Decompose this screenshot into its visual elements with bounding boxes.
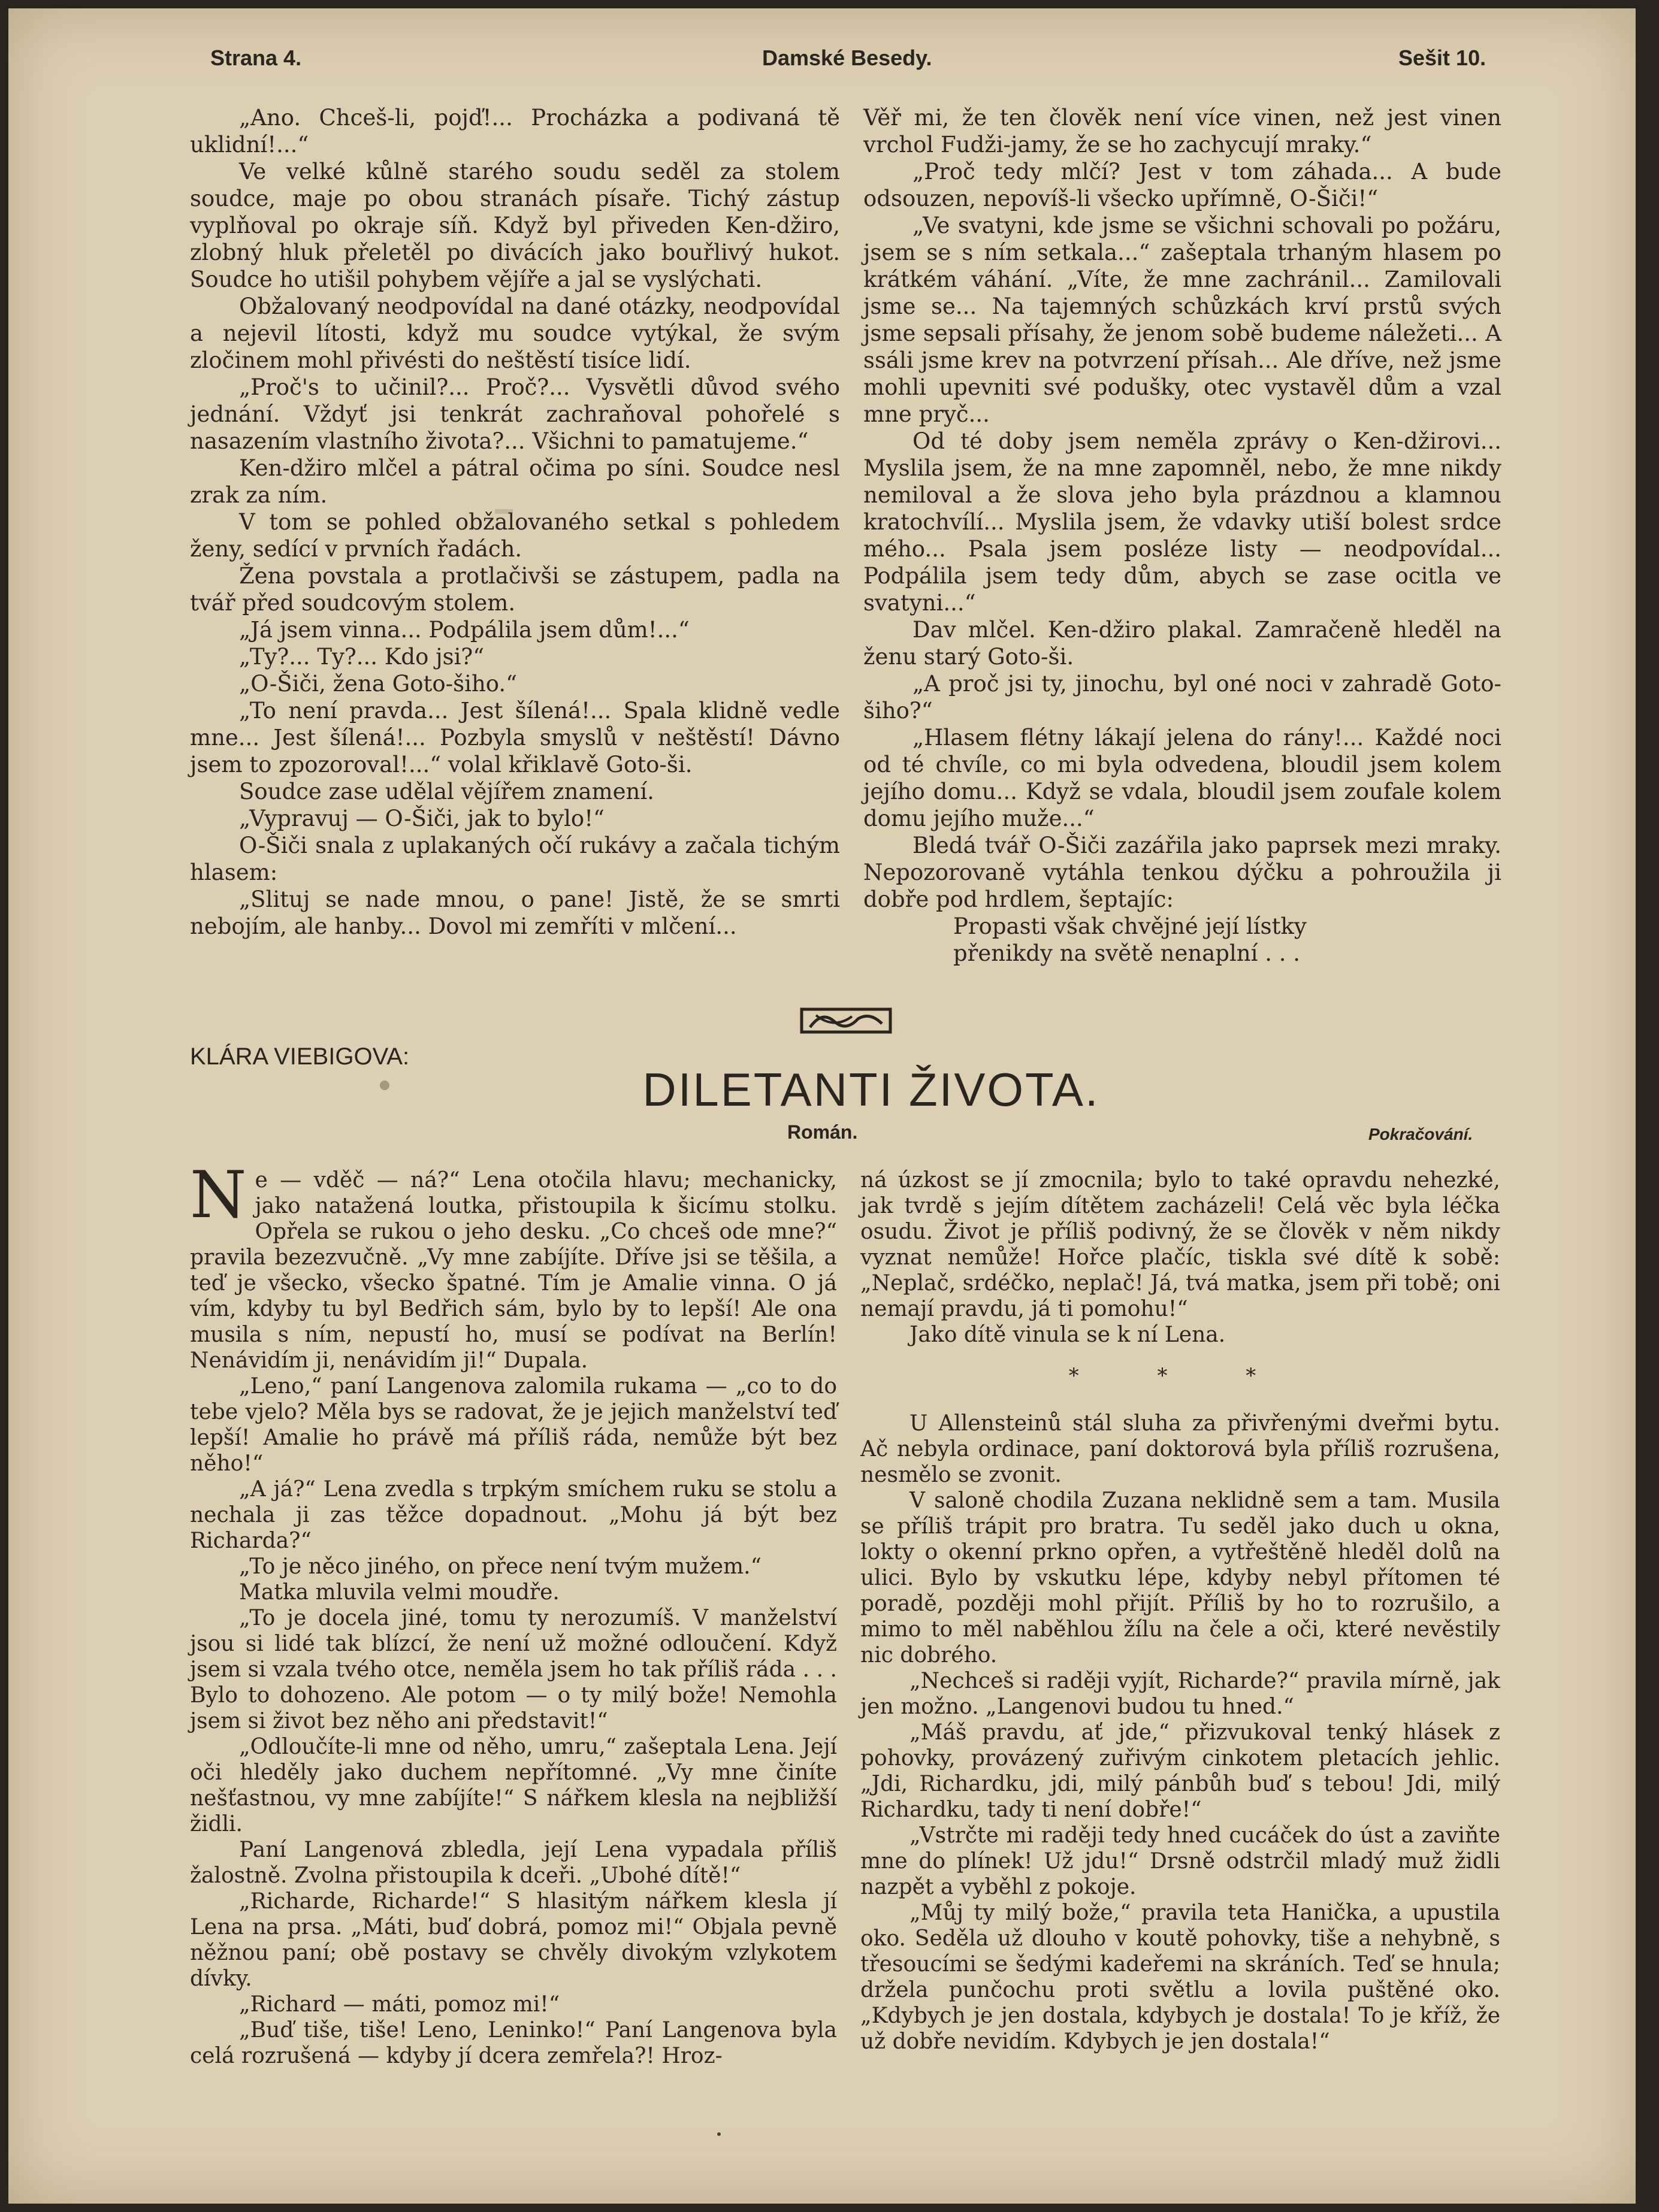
- verse: [953, 913, 1501, 967]
- paragraph: „A já?“ Lena zvedla s trpkým smíchem ruku se stolu a nechala ji zas těžce dopadnout. „Mohu já být bez Richarda?“: [190, 1477, 837, 1553]
- drop-cap: N: [190, 1158, 247, 1233]
- paragraph: Od té doby jsem neměla zprávy o Ken-džirovi... Myslila jsem, že na mne zapomněl, nebo, že mne nikdy nemiloval a že slova jeho byla prázdnou a klamnou kratochvílí... Myslila jsem, že vdavky utiší bolest srdce mého... Psala jsem posléze listy — neodpovídal... Podpálila jsem tedy dům, abych se zase ocitla ve svatyni...“: [863, 428, 1501, 616]
- paragraph: Dav mlčel. Ken-džiro plakal. Zamračeně hleděl na ženu starý Goto-ši.: [863, 617, 1501, 670]
- paragraph: „Richard — máti, pomoz mi!“: [239, 1992, 560, 2017]
- paragraph: Obžalovaný neodpovídal na dané otázky, neodpovídal a nejevil lítosti, když mu soudce vytýkal, že svým zločinem mohl přivésti do neštěstí tisíce lidí.: [190, 293, 840, 373]
- paragraph: Věř mi, že ten člověk není více vinen, než jest vinen vrchol Fudži-jamy, že se ho zachycují mraky.“: [863, 105, 1501, 158]
- paragraph: „Hlasem flétny lákají jelena do rány!... Každé noci od té chvíle, co mi byla odvedena, bloudil jsem kolem jejího domu... Když se vdala, bloudil jsem zoufale kolem domu jejího muže...“: [863, 725, 1501, 831]
- paragraph: „Vypravuj — O-Šiči, jak to bylo!“: [239, 806, 605, 831]
- paragraph: „Proč's to učinil?... Proč?... Vysvětli důvod svého jednání. Vždyť jsi tenkrát zachraňoval pohořelé s nasazením vlastního života?... Všichni to pamatujeme.“: [190, 374, 840, 454]
- paragraph: „Odloučíte-li mne od něho, umru,“ zašeptala Lena. Její oči hleděly jako duchem nepřítomné. „Vy mne činíte nešťastnou, vy mne zabíjíte!“ S nářkem klesla na nejbližší židli.: [190, 1735, 837, 1836]
- paragraph: „Máš pravdu, ať jde,“ přizvukoval tenký hlásek z pohovky, provázený zuřivým cinkotem pletacích jehlic. „Jdi, Richardku, jdi, milý pánbůh buď s tebou! Jdi, milý Richardku, tady ti není dobře!“: [860, 1720, 1500, 1822]
- verse-line: přenikdy na světě nenaplní . . .: [953, 940, 1301, 966]
- magazine-page: [8, 8, 1636, 2204]
- paragraph: „Proč tedy mlčí? Jest v tom záhada... A bude odsouzen, nepovíš-li všecko upřímně, O-Šiči!“: [863, 159, 1501, 211]
- novel-lead-paragraph: ná úzkost se jí zmocnila; bylo to také opravdu nehezké, jak tvrdě s jejím dítětem zacházeli! Celá věc byla léčka osudu. Život je příliš podivný, že se člověk v něm nikdy vyznat nemůže! Hořce plačíc, tiskla své dítě k sobě: „Neplač, srdéčko, neplač! Já, tvá matka, jsem při tobě; oni nemají pravdu, já ti pomohu!“: [860, 1168, 1500, 1321]
- paragraph: „Nechceš si raději vyjít, Richarde?“ pravila mírně, jak jen možno. „Langenovi budou tu hned.“: [860, 1669, 1500, 1719]
- footer-dot: [717, 2132, 721, 2136]
- paragraph: U Allensteinů stál sluha za přivřenými dveřmi bytu. Ač nebyla ordinace, paní doktorová byla příliš rozrušena, nesmělo se zvonit.: [860, 1411, 1500, 1487]
- ornament-icon: [798, 1006, 894, 1036]
- issue-number: Sešit 10.: [1398, 46, 1486, 70]
- paragraph: „Ve svatyni, kde jsme se všichni schovali po požáru, jsem se s ním setkala...“ zašeptala trhaným hlasem po krátkém váhání. „Víte, že mne zachránil... Zamilovali jsme se... Na tajemných schůzkách krví prstů svých jsme sepsali přísahy, že jenom sobě budeme náležeti... A ssáli jsme krev na potvrzení přísah... Ale dříve, než jsme mohli upevniti své podušky, otec vystavěl dům a vzal mne pryč...: [863, 213, 1501, 427]
- paragraph: „Slituj se nade mnou, o pane! Jistě, že se smrti nebojím, ale hanby... Dovol mi zemříti v mlčení...: [190, 886, 840, 939]
- paragraph: Paní Langenová zbledla, její Lena vypadala příliš žalostně. Zvolna přistoupila k dceři. „Ubohé dítě!“: [190, 1838, 837, 1888]
- magazine-title: Damské Besedy.: [762, 46, 932, 70]
- continuation-note: Pokračování.: [1368, 1125, 1473, 1143]
- paragraph: „O-Šiči, žena Goto-šiho.“: [239, 671, 518, 697]
- paragraph: „Vstrčte mi raději tedy hned cucáček do úst a zaviňte mne do plínek! Už jdu!“ Drsně odstrčil mladý muž židli nazpět a vyběhl z pokoje.: [860, 1823, 1500, 1899]
- paragraph: „Ano. Chceš-li, pojď!... Procházka a podivaná tě uklidní!...“: [190, 105, 840, 158]
- story-right-paragraphs: [863, 104, 1501, 913]
- paragraph: „To je docela jiné, tomu ty nerozumíš. V manželství jsou si lidé tak blízcí, že není už možné odloučení. Když jsem si vzala tvého otce, neměla jsem ho tak příliš ráda . . . Bylo to dohozeno. Ale potom — o ty milý bože! Nemohla jsem si život bez něho ani představit!“: [190, 1606, 837, 1733]
- paragraph: Ken-džiro mlčel a pátral očima po síni. Soudce nesl zrak za ním.: [190, 455, 840, 508]
- paragraph: „To je něco jiného, on přece není tvým mužem.“: [239, 1554, 761, 1579]
- paragraph: „Buď tiše, tiše! Leno, Leninko!“ Paní Langenova byla celá rozrušená — kdyby jí dcera zemřela?! Hroz-: [190, 2018, 837, 2068]
- paragraph: Soudce zase udělal vějířem znamení.: [239, 779, 654, 804]
- section-break-stars: * * *: [1068, 1364, 1292, 1388]
- paragraph: Bledá tvář O-Šiči zazářila jako paprsek mezi mraky. Nepozorovaně vytáhla tenkou dýčku a pohroužila ji dobře pod hrdlem, šeptajíc:: [863, 833, 1501, 912]
- article-genre: Román.: [787, 1121, 858, 1143]
- paragraph: „A proč jsi ty, jinochu, byl oné noci v zahradě Goto-šiho?“: [863, 671, 1501, 724]
- paragraph: O-Šiči snala z uplakaných očí rukávy a začala tichým hlasem:: [190, 833, 840, 885]
- verse-line: Propasti však chvějné její lístky: [953, 913, 1307, 939]
- paragraph: V tom se pohled obžalovaného setkal s pohledem ženy, sedící v prvních řadách.: [190, 509, 840, 562]
- article-title: DILETANTI ŽIVOTA.: [642, 1063, 1100, 1116]
- author-name: KLÁRA VIEBIGOVA:: [190, 1043, 410, 1070]
- paragraph: „Leno,“ paní Langenova zalomila rukama — „co to do tebe vjelo? Měla bys se radovat, že je jejich manželství teď lepší! Amalie ho právě má příliš ráda, nemůže být bez něho!“: [190, 1374, 837, 1476]
- paragraph: Ve velké kůlně starého soudu seděl za stolem soudce, maje po obou stranách písaře. Tichý zástup vyplňoval po okraje síň. Když byl přiveden Ken-džiro, zlobný hluk přeletěl po divácích jako bouřlivý hukot. Soudce ho utišil pohybem vějíře a jal se vyslýchati.: [190, 159, 840, 292]
- story-column-left: [190, 104, 840, 940]
- first-paragraph-text: e — vděč — ná?“ Lena otočila hlavu; mechanicky, jako natažená loutka, přistoupila k šicímu stolku. Opřela se rukou o jeho desku. „Co chceš ode mne?“ pravila bezezvučně. „Vy mne zabíjíte. Dříve jsi se těšila, a teď je všecko, všecko špatné. Tím je Amalie vinna. O já vím, kdyby tu byl Bedřich sám, bylo by to lepší! Ale ona musila s ním, nepustí ho, musí se podívat na Berlín! Nenávidím ji, nenávidím ji!“ Dupala.: [190, 1168, 837, 1373]
- paragraph: „To není pravda... Jest šílená!... Spala klidně vedle mne... Jest šílená!... Pozbyla smyslů v neštěstí! Dávno jsem to zpozoroval!...“ volal křiklavě Goto-ši.: [190, 698, 840, 777]
- ink-smudge: [495, 509, 513, 514]
- story-column-right: [863, 104, 1501, 967]
- paragraph: Žena povstala a protlačivši se zástupem, padla na tvář před soudcovým stolem.: [190, 563, 840, 616]
- novel-first-paragraph: [190, 1158, 837, 1373]
- novel-column-left: [190, 1158, 837, 2069]
- paragraph: V saloně chodila Zuzana neklidně sem a tam. Musila se příliš trápit pro bratra. Tu seděl jako duch u okna, lokty o okenní prkno opřen, a vytřeštěně hleděl dolů na ulici. Bylo by vskutku lépe, kdyby nebyl přítomen té poradě, později mohl přijít. Příliš by ho to rozrušilo, a mimo to měl naběhlou žílu na čele a oči, které nevěstily nic dobrého.: [860, 1488, 1500, 1668]
- novel-right-paragraphs: [860, 1411, 1500, 2054]
- paragraph: „Můj ty milý bože,“ pravila teta Hanička, a upustila oko. Seděla už dlouho v koutě pohovky, tiše a nehybně, s třesoucími se šedými kadeřemi na skráních. Teď se hnula; držela punčochu proti světlu a lovila puštěné oko. „Kdybych je jen dostala, kdybych je dostala! To je kříž, že už dobře nevidím. Kdybych je jen dostala!“: [860, 1901, 1500, 2054]
- page-number: Strana 4.: [210, 46, 302, 70]
- novel-paragraph: Jako dítě vinula se k ní Lena.: [909, 1323, 1226, 1347]
- novel-column-right: [860, 1167, 1500, 2054]
- paragraph: „Já jsem vinna... Podpálila jsem dům!...“: [239, 617, 690, 643]
- ink-smudge: [380, 1081, 389, 1090]
- paragraph: Matka mluvila velmi moudře.: [239, 1580, 560, 1605]
- paragraph: „Ty?... Ty?... Kdo jsi?“: [239, 644, 485, 670]
- paragraph: „Richarde, Richarde!“ S hlasitým nářkem klesla jí Lena na prsa. „Máti, buď dobrá, pomoz mi!“ Objala pevně něžnou paní; obě postavy se chvěly divokým vzlykotem dívky.: [190, 1889, 837, 1991]
- novel-left-paragraphs: [190, 1373, 837, 2069]
